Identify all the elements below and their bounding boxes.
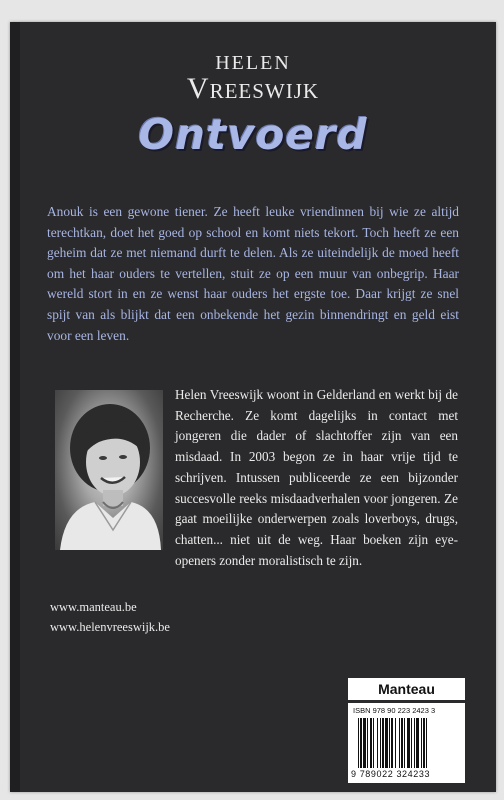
blurb-text: Anouk is een gewone tiener. Ze heeft leuke vriendinnen bij wie ze altijd terechtkan, doet het goed op school en komt niets tekort. Toch heeft ze een geheim dat ze met niemand durft te delen. Als ze uiteindelijk de moed heeft om het haar ouders te vertellen, stuit ze op een muur van onbegrip. Haar wereld stort in en ze wenst haar ouders het ergste toe. Daar krijgt ze snel spijt van als blijkt dat een onbekende het gezin binnendringt en geld eist voor een leven. — [47, 204, 459, 343]
barcode-bar — [421, 718, 422, 768]
author-bio: Helen Vreeswijk woont in Gelderland en werkt bij de Recherche. Ze komt dagelijks in contact met jongeren die dader of slachtoffer zijn van een misdaad. In 2003 begon ze in haar vrije tijd te schrijven. Intussen publiceerde ze een bijzonder succesvolle reeks misdaadverhalen voor jongeren. Ze gaat moeilijke onderwerpen zoals loverboys, drugs, chatten... niet uit de weg. Haar boeken zijn eye-openers zonder moralistisch te zijn. — [175, 387, 458, 568]
barcode-bar — [401, 718, 403, 768]
barcode-bar — [399, 718, 400, 768]
author-portrait-image — [55, 390, 163, 550]
author-photo — [55, 390, 163, 550]
isbn-number: ISBN 978 90 223 2423 3 — [353, 706, 436, 715]
barcode-bar — [367, 718, 368, 768]
author-first-name: HELEN — [215, 52, 291, 74]
link-publisher-website[interactable]: www.manteau.be — [50, 600, 137, 614]
publisher-logo: Manteau — [348, 678, 465, 700]
barcode-bar — [395, 718, 396, 768]
barcode-bar — [407, 718, 410, 768]
barcode-bar — [363, 718, 366, 768]
barcode-bar — [423, 718, 425, 768]
barcode-image — [358, 718, 455, 768]
barcode-bar — [380, 718, 381, 768]
book-title: Ontvoerd — [138, 110, 368, 159]
book-back-cover — [10, 22, 496, 792]
link-author-website[interactable]: www.helenvreeswijk.be — [50, 620, 170, 634]
website-links — [50, 597, 170, 637]
author-last-name: Vreeswijk — [186, 72, 320, 105]
barcode-bar — [385, 718, 388, 768]
barcode-digits: 9 789022 324233 — [351, 769, 431, 779]
barcode-bar — [382, 718, 384, 768]
barcode-bar — [414, 718, 415, 768]
barcode-bar — [426, 718, 427, 768]
barcode-bar — [358, 718, 359, 768]
barcode-bar — [360, 718, 362, 768]
barcode-box — [348, 703, 465, 783]
barcode-bar — [404, 718, 405, 768]
barcode-bar — [370, 718, 372, 768]
barcode-bar — [416, 718, 419, 768]
barcode-bar — [411, 718, 412, 768]
barcode-bar — [389, 718, 390, 768]
barcode-bar — [391, 718, 393, 768]
barcode-bar — [373, 718, 374, 768]
barcode-bar — [377, 718, 378, 768]
